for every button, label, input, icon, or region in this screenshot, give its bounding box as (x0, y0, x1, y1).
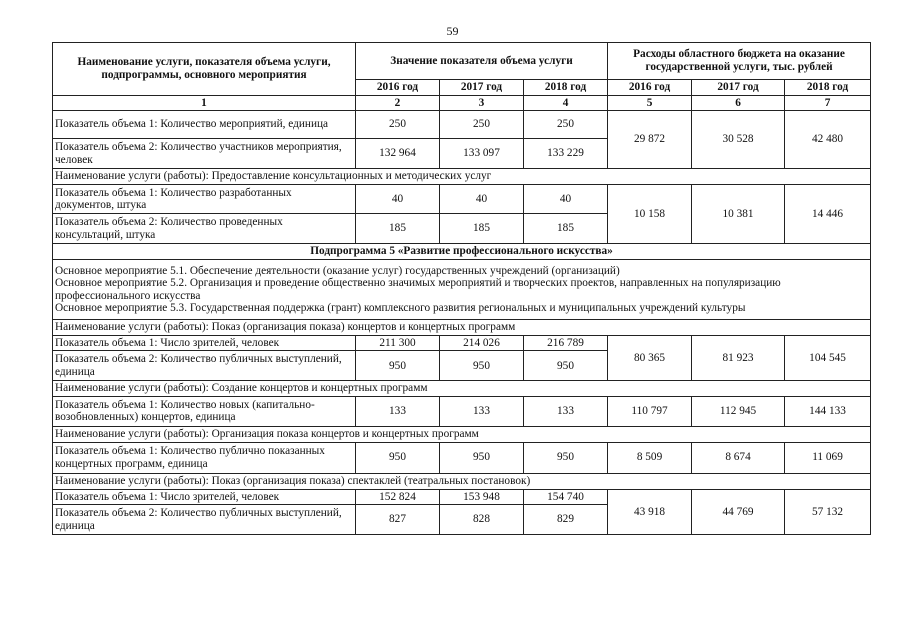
table-row (53, 335, 871, 351)
indicator-label: Показатель объема 1: Число зрителей, человек (53, 489, 356, 505)
volume-value: 950 (440, 351, 524, 381)
volume-value: 950 (356, 442, 440, 473)
budget-value: 11 069 (785, 442, 871, 473)
indicator-label: Показатель объема 2: Количество публичных выступлений, единица (53, 351, 356, 381)
header-volume-group: Значение показателя объема услуги (356, 43, 608, 80)
volume-value: 211 300 (356, 335, 440, 351)
volume-value: 950 (524, 351, 608, 381)
budget-value: 144 133 (785, 396, 871, 426)
budget-value: 10 381 (692, 185, 785, 244)
service-heading: Наименование услуги (работы): Предоставление консультационных и методических услуг (53, 169, 871, 185)
budget-value: 81 923 (692, 335, 785, 381)
service-heading: Наименование услуги (работы): Организация показа концертов и концертных программ (53, 426, 871, 442)
volume-value: 250 (440, 111, 524, 139)
volume-value: 185 (356, 214, 440, 244)
volume-value: 133 097 (440, 139, 524, 169)
volume-value: 214 026 (440, 335, 524, 351)
budget-value: 43 918 (608, 489, 692, 535)
budget-value: 30 528 (692, 111, 785, 169)
indicator-label: Показатель объема 1: Количество разработанных документов, штука (53, 185, 356, 214)
table-row (53, 442, 871, 473)
service-volume-table (52, 42, 871, 535)
budget-value: 8 674 (692, 442, 785, 473)
volume-value: 40 (356, 185, 440, 214)
budget-value: 8 509 (608, 442, 692, 473)
service-heading: Наименование услуги (работы): Показ (организация показа) концертов и концертных программ (53, 320, 871, 336)
budget-value: 57 132 (785, 489, 871, 535)
header-year: 2016 год (608, 80, 692, 96)
volume-value: 829 (524, 505, 608, 535)
volume-value: 827 (356, 505, 440, 535)
column-number: 7 (785, 95, 871, 111)
volume-value: 828 (440, 505, 524, 535)
budget-value: 44 769 (692, 489, 785, 535)
column-number: 6 (692, 95, 785, 111)
indicator-label: Показатель объема 1: Количество публично показанных концертных программ, единица (53, 442, 356, 473)
column-number: 4 (524, 95, 608, 111)
service-heading: Наименование услуги (работы): Создание концертов и концертных программ (53, 381, 871, 397)
volume-value: 950 (440, 442, 524, 473)
volume-value: 153 948 (440, 489, 524, 505)
header-year: 2018 год (524, 80, 608, 96)
table-row (53, 396, 871, 426)
header-name: Наименование услуги, показателя объема услуги, подпрограммы, основного мероприятия (53, 43, 356, 96)
budget-value: 29 872 (608, 111, 692, 169)
header-year: 2017 год (692, 80, 785, 96)
service-heading: Наименование услуги (работы): Показ (организация показа) спектаклей (театральных постановок) (53, 473, 871, 489)
table-row (53, 489, 871, 505)
indicator-label: Показатель объема 2: Количество публичных выступлений, единица (53, 505, 356, 535)
volume-value: 152 824 (356, 489, 440, 505)
volume-value: 950 (524, 442, 608, 473)
indicator-label: Показатель объема 1: Количество новых (капитально-возобновленных) концертов, единица (53, 396, 356, 426)
volume-value: 185 (440, 214, 524, 244)
header-budget-group: Расходы областного бюджета на оказание государственной услуги, тыс. рублей (608, 43, 871, 80)
volume-value: 40 (440, 185, 524, 214)
volume-value: 133 229 (524, 139, 608, 169)
page-number: 59 (446, 24, 459, 38)
column-number: 1 (53, 95, 356, 111)
header-year: 2017 год (440, 80, 524, 96)
indicator-label: Показатель объема 1: Количество мероприятий, единица (53, 111, 356, 139)
volume-value: 216 789 (524, 335, 608, 351)
table-row (53, 185, 871, 214)
volume-value: 185 (524, 214, 608, 244)
budget-value: 10 158 (608, 185, 692, 244)
header-year: 2018 год (785, 80, 871, 96)
volume-value: 250 (524, 111, 608, 139)
volume-value: 250 (356, 111, 440, 139)
volume-value: 154 740 (524, 489, 608, 505)
budget-value: 80 365 (608, 335, 692, 381)
budget-value: 14 446 (785, 185, 871, 244)
volume-value: 133 (440, 396, 524, 426)
indicator-label: Показатель объема 2: Количество участников мероприятия, человек (53, 139, 356, 169)
subprogram-heading: Подпрограмма 5 «Развитие профессионального искусства» (53, 244, 871, 260)
volume-value: 133 (356, 396, 440, 426)
indicator-label: Показатель объема 1: Число зрителей, человек (53, 335, 356, 351)
main-activities: Основное мероприятие 5.1. Обеспечение деятельности (оказание услуг) государственных учреждений (организаций) Основное мероприятие 5.2. Организация и проведение общественно значимых мероприятий и творческих проектов, направленных на популяризацию профессионального искусства Основное мероприятие 5.3. Государственная поддержка (грант) комплексного развития региональных и муниципальных учреждений культуры (53, 260, 871, 320)
volume-value: 132 964 (356, 139, 440, 169)
column-number: 5 (608, 95, 692, 111)
volume-value: 950 (356, 351, 440, 381)
volume-value: 40 (524, 185, 608, 214)
budget-value: 42 480 (785, 111, 871, 169)
budget-value: 104 545 (785, 335, 871, 381)
column-number: 3 (440, 95, 524, 111)
table-row (53, 111, 871, 139)
header-year: 2016 год (356, 80, 440, 96)
budget-value: 112 945 (692, 396, 785, 426)
budget-value: 110 797 (608, 396, 692, 426)
indicator-label: Показатель объема 2: Количество проведенных консультаций, штука (53, 214, 356, 244)
volume-value: 133 (524, 396, 608, 426)
column-number: 2 (356, 95, 440, 111)
